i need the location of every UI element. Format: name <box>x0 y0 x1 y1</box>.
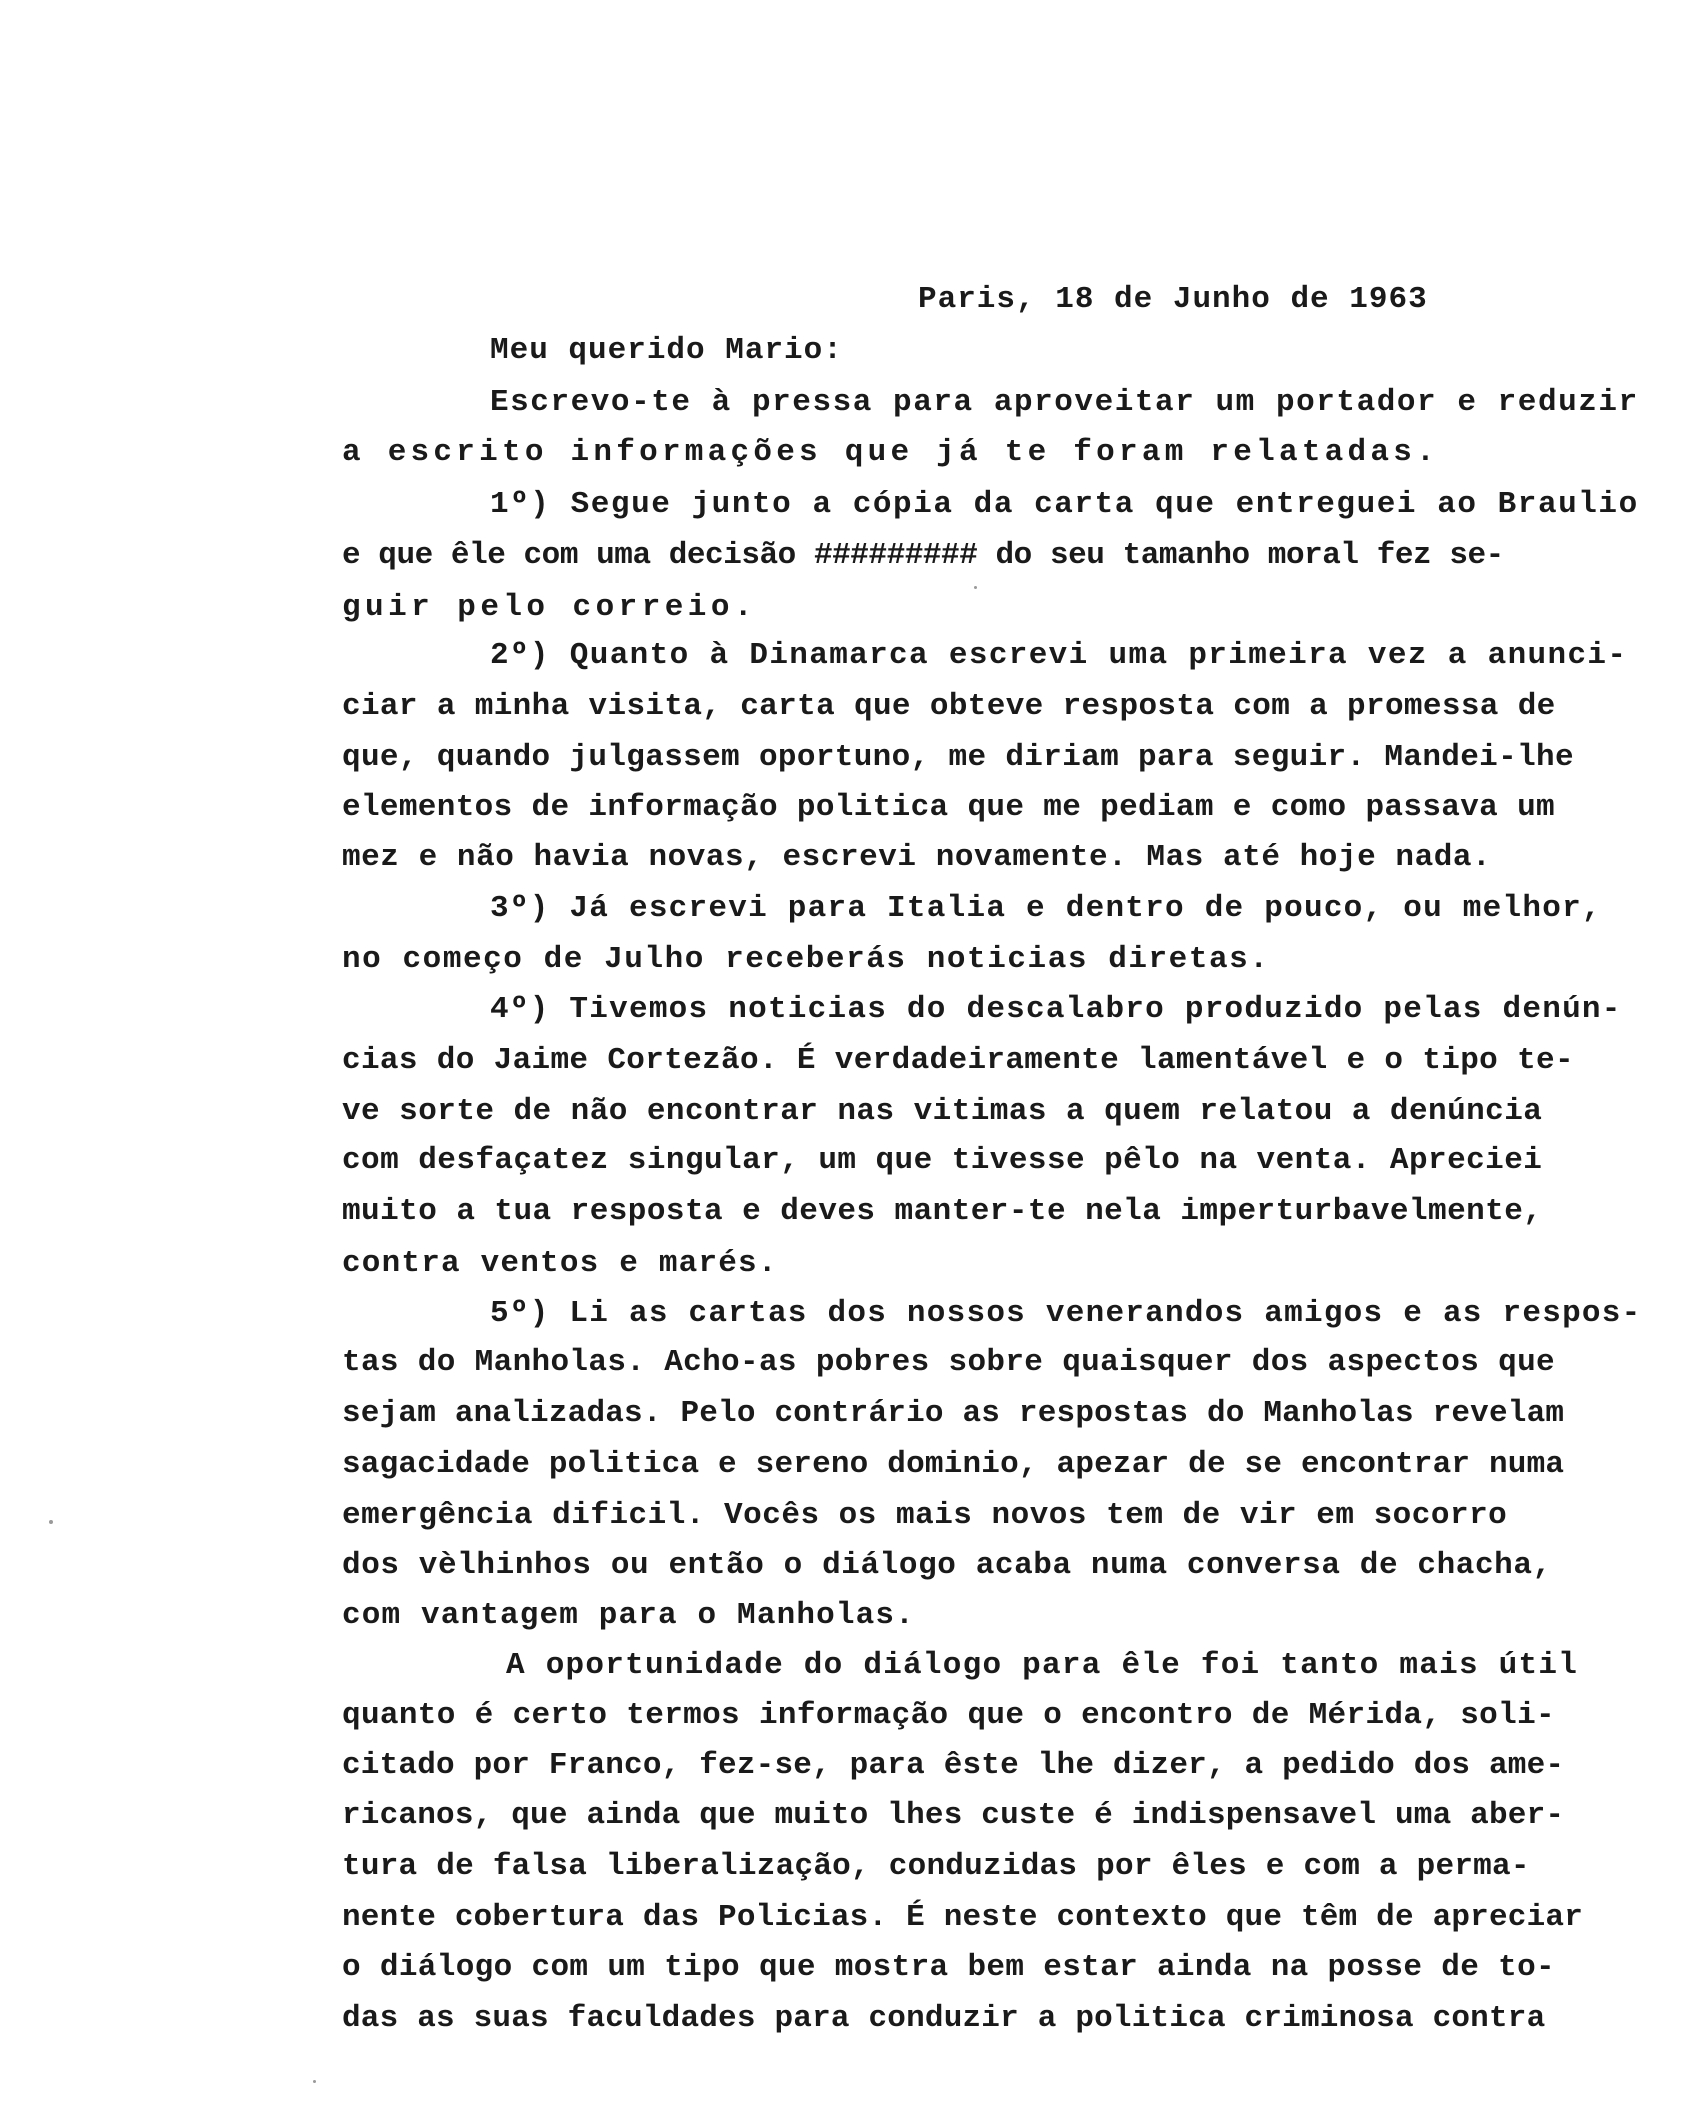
text-line: muito a tua resposta e deves manter-te nela imperturbavelmente, <box>342 1194 1543 1229</box>
text-line: elementos de informação politica que me pediam e como passava um <box>342 790 1555 825</box>
text-line: cias do Jaime Cortezão. É verdadeiramente lamentável e o tipo te- <box>342 1043 1574 1078</box>
text-line: quanto é certo termos informação que o encontro de Mérida, soli- <box>342 1698 1555 1733</box>
text-line: das as suas faculdades para conduzir a politica criminosa contra <box>342 2001 1546 2036</box>
text-line: mez e não havia novas, escrevi novamente. Mas até hoje nada. <box>342 840 1492 875</box>
letter-date: Paris, 18 de Junho de 1963 <box>918 282 1428 317</box>
salutation: Meu querido Mario: <box>490 333 843 368</box>
text-line: contra ventos e marés. <box>342 1246 778 1281</box>
text-line: 2º) Quanto à Dinamarca escrevi uma primeira vez a anunci- <box>490 638 1628 673</box>
text-line: ciar a minha visita, carta que obteve resposta com a promessa de <box>342 689 1556 724</box>
text-line: no começo de Julho receberás noticias diretas. <box>342 942 1270 977</box>
text-line: tura de falsa liberalização, conduzidas por êles e com a perma- <box>342 1849 1530 1884</box>
text-line: com vantagem para o Manholas. <box>342 1598 915 1633</box>
text-line: 5º) Li as cartas dos nossos venerandos amigos e as respos- <box>490 1296 1642 1331</box>
text-line: a escrito informações que já te foram relatadas. <box>342 435 1439 470</box>
text-line: 3º) Já escrevi para Italia e dentro de pouco, ou melhor, <box>490 891 1602 926</box>
text-line: 4º) Tivemos noticias do descalabro produzido pelas denún- <box>490 992 1622 1027</box>
text-line: ve sorte de não encontrar nas vitimas a quem relatou a denúncia <box>342 1094 1543 1129</box>
text-line: nente cobertura das Policias. É neste contexto que têm de apreciar <box>342 1900 1583 1935</box>
text-line: que, quando julgassem oportuno, me diriam para seguir. Mandei-lhe <box>342 740 1574 775</box>
text-line: sejam analizadas. Pelo contrário as respostas do Manholas revelam <box>342 1396 1565 1431</box>
paper-speck <box>49 1520 53 1524</box>
text-line: o diálogo com um tipo que mostra bem estar ainda na posse de to- <box>342 1950 1555 1985</box>
text-line: citado por Franco, fez-se, para êste lhe dizer, a pedido dos ame- <box>342 1748 1565 1783</box>
text-line: emergência dificil. Vocês os mais novos tem de vir em socorro <box>342 1498 1508 1533</box>
text-line: Escrevo-te à pressa para aproveitar um portador e reduzir <box>490 385 1639 420</box>
paper-speck <box>974 586 977 589</box>
text-line: ricanos, que ainda que muito lhes custe é indispensavel uma aber- <box>342 1798 1565 1833</box>
text-line: com desfaçatez singular, um que tivesse pêlo na venta. Apreciei <box>342 1143 1543 1178</box>
text-line: A oportunidade do diálogo para êle foi tanto mais útil <box>506 1648 1579 1683</box>
text-line: sagacidade politica e sereno dominio, apezar de se encontrar numa <box>342 1447 1565 1482</box>
text-line: tas do Manholas. Acho-as pobres sobre quaisquer dos aspectos que <box>342 1345 1555 1380</box>
text-line: dos vèlhinhos ou então o diálogo acaba numa conversa de chacha, <box>342 1548 1552 1583</box>
paper-speck <box>313 2080 316 2083</box>
text-line: guir pelo correio. <box>342 590 757 625</box>
text-line: e que êle com uma decisão ######### do seu tamanho moral fez se- <box>342 538 1504 573</box>
text-line: 1º) Segue junto a cópia da carta que entreguei ao Braulio <box>490 487 1639 522</box>
